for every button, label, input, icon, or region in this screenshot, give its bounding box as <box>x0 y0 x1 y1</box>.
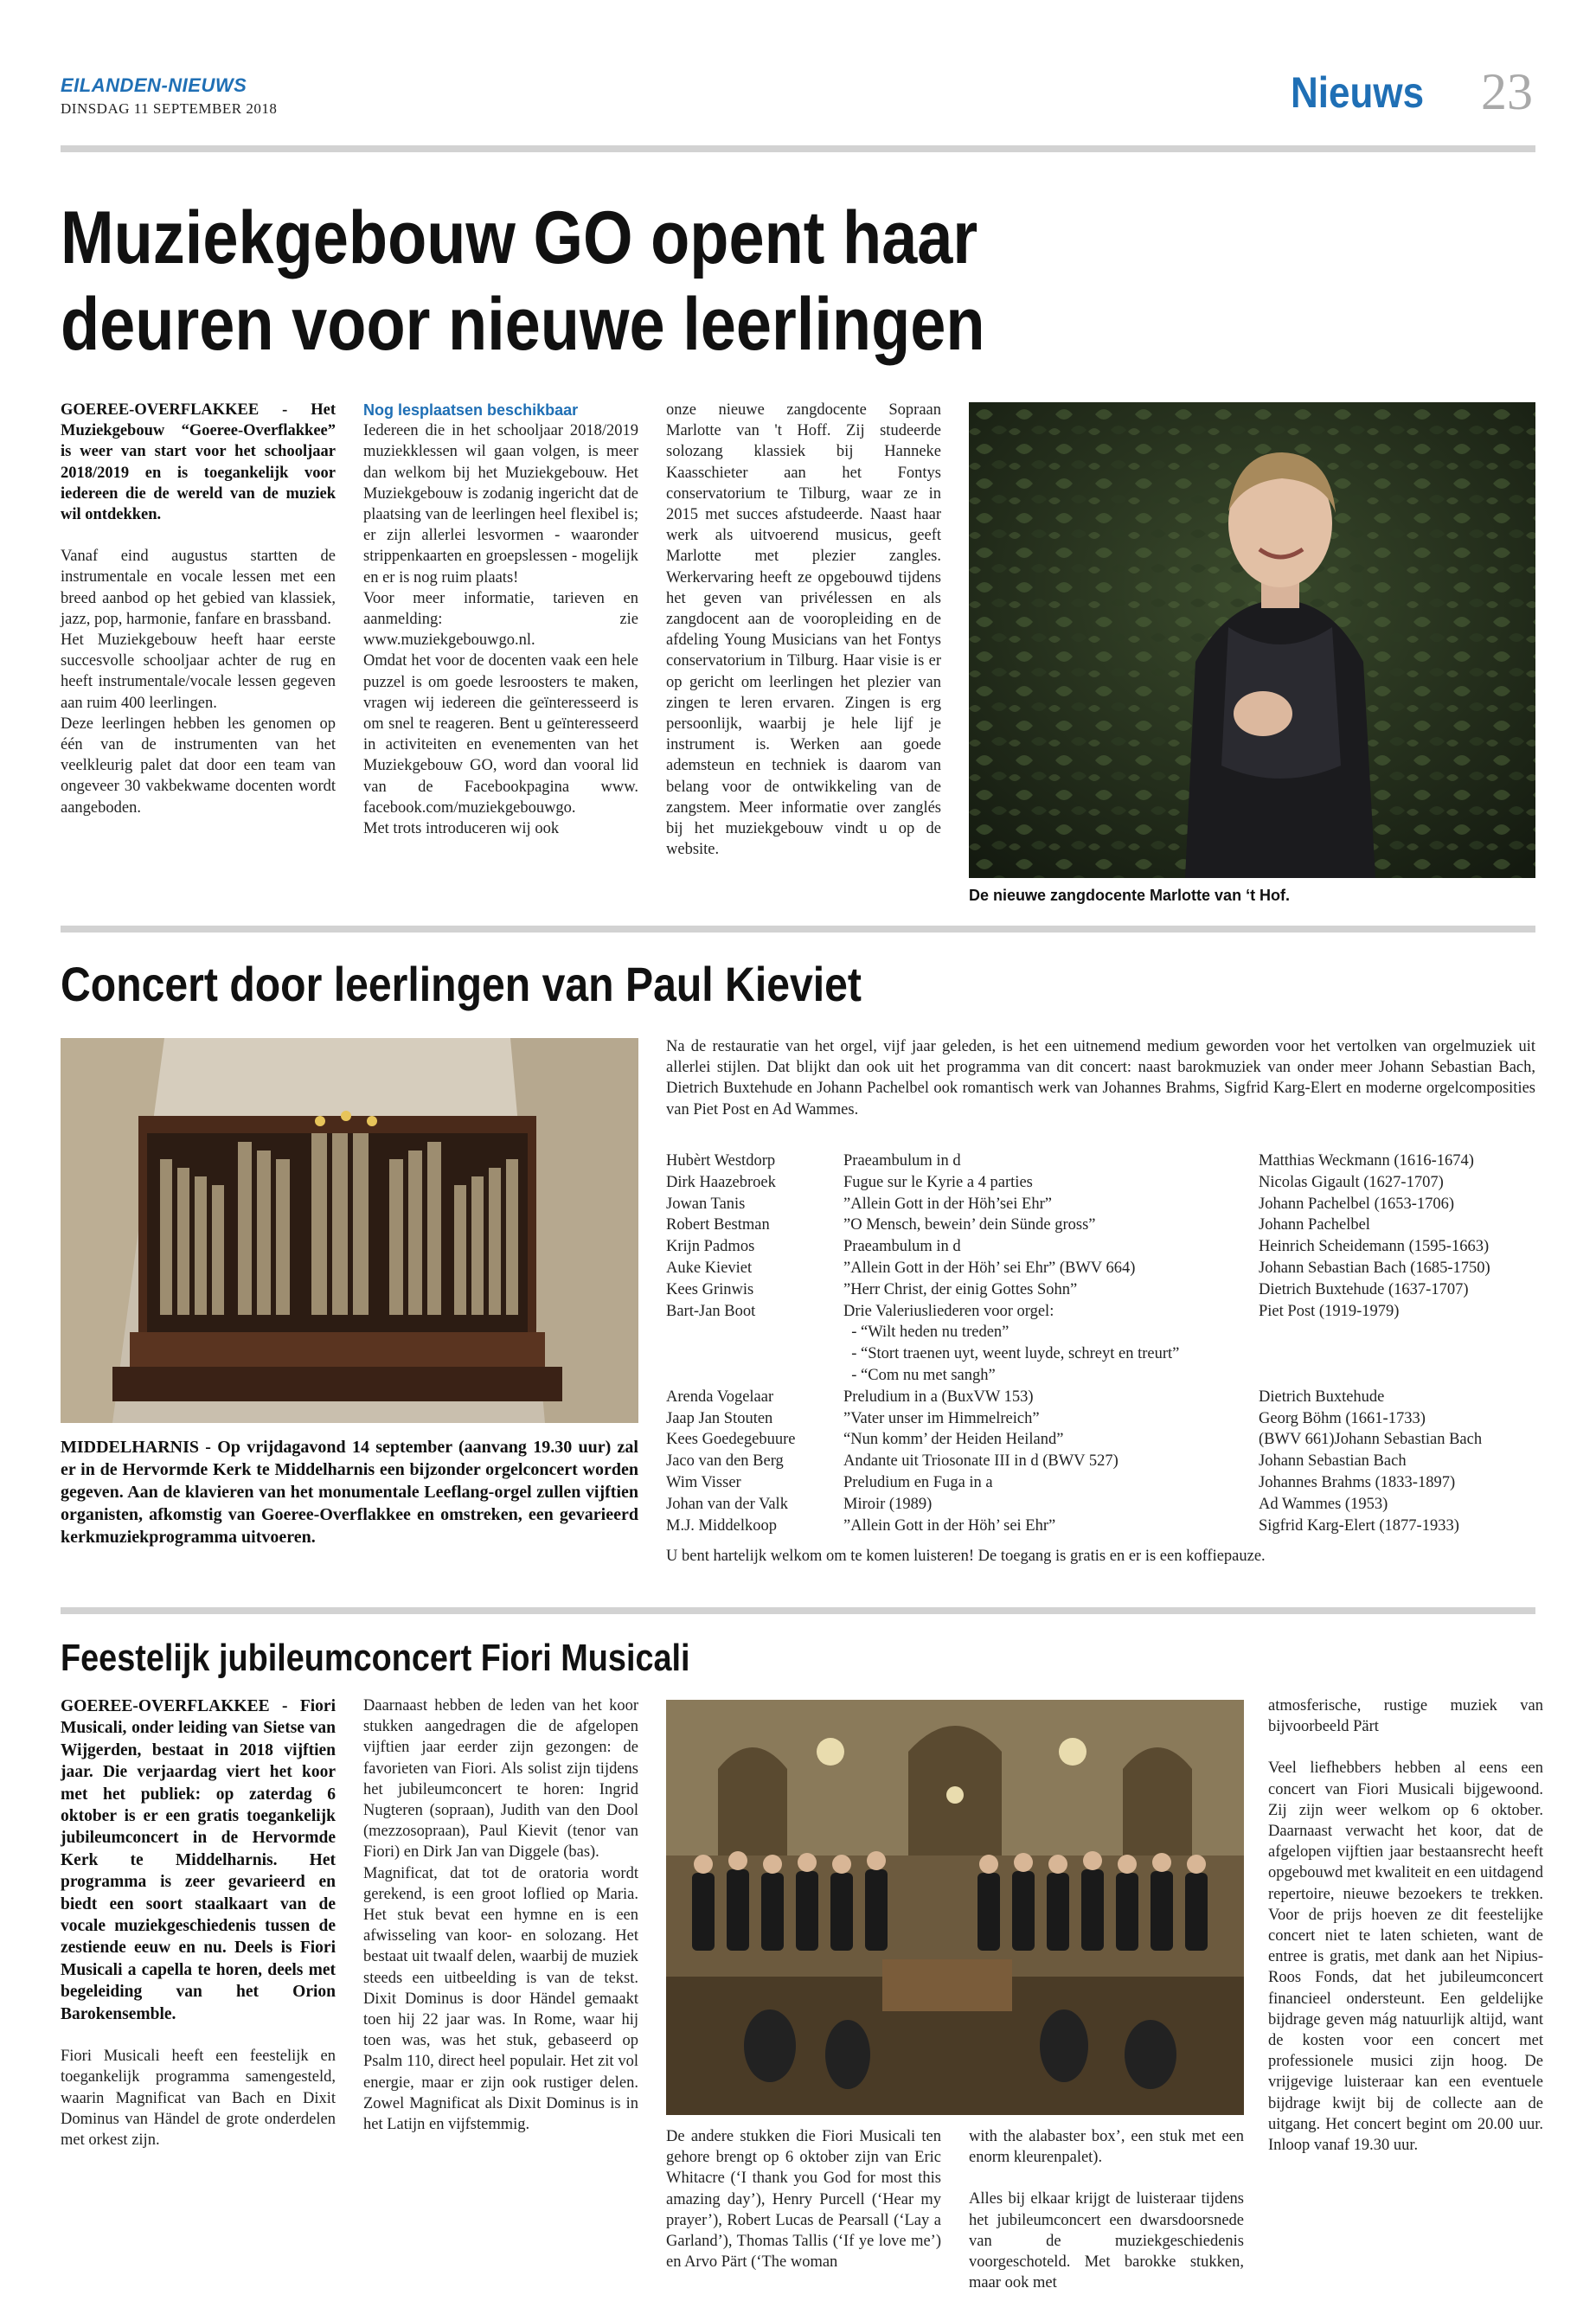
organ-photo-illustration <box>61 1038 638 1423</box>
program-row <box>666 1301 1535 1323</box>
article-1-column-1 <box>61 400 336 818</box>
program-row <box>666 1215 1535 1236</box>
composer: Ad Wammes (1953) <box>1259 1495 1388 1513</box>
program-row <box>666 1194 1535 1215</box>
composer: Nicolas Gigault (1627-1707) <box>1259 1173 1444 1191</box>
performer: Jowan Tanis <box>666 1195 746 1213</box>
paragraph: onze nieuwe zangdocente Sopraan Marlotte van 't Hoff. Zij studeerde solozang klassiek bij Hanneke Kaasschieter aan het Fontys conservatorium te Tilburg, waar ze in 2015 met succes afstudeerde. Naast haar werk als uitvoerend musicus, geeft Marlotte met plezier zangles. Werkervaring heeft ze opgebouwd tijdens het geven van privélessen en als zangdocent aan de vooropleiding en de afdeling Young Musicians van het Fontys conservatorium in Tilburg. Haar visie is er op gericht om leerlingen het plezier van zingen te leren ervaren. Zingen is erg persoonlijk, waarbij je hele lijf je instrument is. Werken aan goede ademsteun en techniek is daarom van belang voor de ontwikkeling van de zangstem. Meer informatie over zanglés bij het muziekgebouw vindt u op de website. <box>666 401 941 859</box>
program-row <box>666 1172 1535 1194</box>
organ-photo <box>61 1038 638 1423</box>
concert-program <box>666 1150 1535 1567</box>
singer-photo <box>969 402 1535 878</box>
article-3-column-3 <box>666 2126 941 2272</box>
paragraph: Voor meer informatie, tarieven en aanmelding: zie www.muziekgebouwgo.nl. <box>363 589 638 650</box>
piece: Preludium in a (BuxVW 153) <box>843 1388 1034 1406</box>
article-1-column-2 <box>363 400 638 839</box>
paragraph: Iedereen die in het schooljaar 2018/2019 muziekklessen wil gaan volgen, is meer dan welkom bij het Muziekgebouw. Het Muziekgebouw is zodanig ingericht dat de plaatsing van de leerlingen heel flexibel is; er zijn allerlei lesvormen - waaronder strippenkaarten en groepslessen - mogelijk en er is nog ruim plaats! <box>363 422 638 586</box>
piece: ”O Mensch, bewein’ dein Sünde gross” <box>843 1216 1096 1234</box>
program-row <box>666 1387 1535 1408</box>
paragraph: Met trots introduceren wij ook <box>363 820 560 838</box>
performer: Robert Bestman <box>666 1216 770 1234</box>
program-row <box>666 1516 1535 1537</box>
paragraph: atmosferische, rustige muziek van bijvoorbeeld Pärt <box>1268 1697 1543 1736</box>
composer: Johann Pachelbel <box>1259 1216 1370 1234</box>
paragraph: De andere stukken die Fiori Musicali ten gehore brengt op 6 oktober zijn van Eric Whitacre (‘I thank you God for most this amazing day’), Henry Purcell (‘Hear my prayer’), Robert Lucas de Pearsall (‘Lay a Garland’), Thomas Tallis (‘If ye love me’) en Arvo Pärt (‘The woman <box>666 2128 941 2272</box>
piece: “Nun komm’ der Heiden Heiland” <box>843 1431 1064 1449</box>
composer: Dietrich Buxtehude <box>1259 1388 1385 1406</box>
performer: Auke Kieviet <box>666 1259 753 1277</box>
performer: Jaap Jan Stouten <box>666 1409 773 1427</box>
piece: Miroir (1989) <box>843 1495 933 1513</box>
piece: - “Com nu met sangh” <box>843 1366 996 1384</box>
paragraph: with the alabaster box’, een stuk met een enorm kleurenpalet). <box>969 2128 1244 2167</box>
performer: Kees Grinwis <box>666 1280 754 1298</box>
composer: Johannes Brahms (1833-1897) <box>1259 1473 1456 1491</box>
paragraph: Alles bij elkaar krijgt de luisteraar tijdens het jubileumconcert een dwarsdoorsnede van de muziekgeschiedenis voorgeschoteld. Met barokke stukken, maar ook met <box>969 2190 1244 2292</box>
paragraph: Magnificat, dat tot de oratoria wordt gerekend, is een groot loflied op Maria. Het stuk bevat een hymne en is een afwisseling van koor- en solozang. Het bestaat uit twaalf delen, waarbij de muziek steeds een uitbeelding is van de tekst. Dixit Dominus is door Händel gemaakt toen hij 22 jaar was. In Rome, waar hij toen was, was het stuk, gebaseerd op Psalm 110, direct heel populair. Het zit vol energie, maar er zijn ook rustiger delen. Zowel Magnificat als Dixit Dominus is in het Latijn en vijfstemmig. <box>363 1864 638 2134</box>
piece: Praeambulum in d <box>843 1238 961 1256</box>
paragraph: Deze leerlingen hebben les genomen op één van de instrumenten van het veelkleurig palet dat door een team van ongeveer 30 vakbekwame docenten wordt aangeboden. <box>61 715 336 817</box>
article-2-headline: Concert door leerlingen van Paul Kieviet <box>61 957 862 1011</box>
article-2-closing: U bent hartelijk welkom om te komen luisteren! De toegang is gratis en er is een koffiepauze. <box>666 1548 1266 1566</box>
page-number: 23 <box>1481 63 1533 120</box>
section-divider <box>61 145 1535 152</box>
singer-photo-illustration <box>969 402 1535 878</box>
composer: Johann Pachelbel (1653-1706) <box>1259 1195 1455 1213</box>
performer: Jaco van den Berg <box>666 1452 784 1471</box>
program-row <box>666 1343 1535 1365</box>
composer <box>1259 1322 1535 1343</box>
performer: Dirk Haazebroek <box>666 1173 776 1191</box>
composer: Johann Sebastian Bach <box>1259 1452 1407 1471</box>
composer <box>1259 1343 1535 1365</box>
performer: Hubèrt Westdorp <box>666 1152 776 1170</box>
composer: Georg Böhm (1661-1733) <box>1259 1409 1426 1427</box>
article-2-intro <box>666 1036 1535 1120</box>
paragraph: Veel liefhebbers hebben al eens een concert van Fiori Musicali bijgewoond. Zij zijn weer welkom op 6 oktober. Daarnaast verwacht het koor, dat de afgelopen vijftien jaar bestaansrecht heeft opgebouwd met kwaliteit en een uitdagend repertoire, nieuwe bezoekers te trekken. Voor de prijs hoeven ze dit feestelijke concert niet te laten schieten, want de entree is gratis, met dank aan het Nipius-Roos Fonds, dat het jubileumconcert financieel ondersteunt. Een geldelijke bijdrage geven mág natuurlijk altijd, want de kosten voor een concert met professionele musici zijn hoog. De vrijgevige luisteraar kan een eventuele bijdrage kwijt bij de collecte aan de uitgang. Het concert begint om 20.00 uur. Inloop vanaf 19.30 uur. <box>1268 1759 1544 2155</box>
program-row <box>666 1236 1535 1258</box>
composer: (BWV 661)Johann Sebastian Bach <box>1259 1431 1483 1449</box>
performer: Kees Goedegebuure <box>666 1431 796 1449</box>
article-3-column-1 <box>61 1695 336 2150</box>
paragraph: Daarnaast hebben de leden van het koor stukken aangedragen die de afgelopen vijftien jaar eerder zijn gezongen: de favorieten van Fiori. Als solist zijn tijdens het jubileumconcert te horen: Ingrid Nugteren (sopraan), Judith van den Dool (mezzosopraan), Paul Kievit (tenor van Fiori) en Dirk Jan van Diggele (bas). <box>363 1697 638 1862</box>
piece: - “Wilt heden nu treden” <box>843 1324 1010 1342</box>
composer: Sigfrid Karg-Elert (1877-1933) <box>1259 1516 1459 1535</box>
program-row <box>666 1150 1535 1172</box>
composer: Heinrich Scheidemann (1595-1663) <box>1259 1238 1490 1256</box>
program-row <box>666 1408 1535 1430</box>
issue-date: DINSDAG 11 SEPTEMBER 2018 <box>61 100 278 117</box>
program-row <box>666 1451 1535 1472</box>
paragraph: Vanaf eind augustus startten de instrumentale en vocale lessen met een breed aanbod op het gebied van klassiek, jazz, pop, harmonie, fanfare en brassband. <box>61 548 336 628</box>
performer: M.J. Middelkoop <box>666 1516 777 1535</box>
composer <box>1259 1365 1535 1387</box>
choir-photo-illustration <box>666 1700 1244 2115</box>
section-label: Nieuws <box>1291 68 1425 117</box>
article-2-lead-column <box>61 1436 638 1548</box>
paragraph: Het Muziekgebouw heeft haar eerste succesvolle schooljaar achter de rug en heeft instrumentale/vocale lessen gegeven aan ruim 400 leerlingen. <box>61 631 336 712</box>
piece: Drie Valeriusliederen voor orgel: <box>843 1302 1054 1320</box>
piece: Fugue sur le Kyrie a 4 parties <box>843 1173 1033 1191</box>
paragraph: Omdat het voor de docenten vaak een hele puzzel is om goede lesroosters te maken, vragen wij iedereen die geïnteresseerd is om snel te reageren. Bent u geïnteresseerd in activiteiten en evenementen van het Muziekgebouw GO, word dan vooral lid van de Facebookpagina www. facebook.com/muziekgebouwgo. <box>363 652 638 817</box>
performer: Johan van der Valk <box>666 1495 788 1513</box>
program-row <box>666 1429 1535 1451</box>
photo-caption: De nieuwe zangdocente Marlotte van ‘t Hof. <box>969 887 1291 904</box>
piece: Praeambulum in d <box>843 1152 961 1170</box>
piece: Preludium en Fuga in a <box>843 1473 993 1491</box>
performer: Krijn Padmos <box>666 1238 755 1256</box>
article-2-lead: MIDDELHARNIS - Op vrijdagavond 14 september (aanvang 19.30 uur) zal er in de Hervormde Kerk te Middelharnis een bijzonder orgelconcert worden gegeven. Aan de klavieren van het monumentale Leeflang-orgel zullen vijftien organisten, afkomstig van Goeree-Overflakkee en omstreken, een gevarieerd kerkmuziekprogramma uitvoeren. <box>61 1438 638 1547</box>
performer <box>666 1365 843 1387</box>
piece: Andante uit Triosonate III in d (BWV 527) <box>843 1452 1118 1471</box>
program-row <box>666 1258 1535 1279</box>
performer <box>666 1322 843 1343</box>
piece: ”Vater unser im Himmelreich” <box>843 1409 1040 1427</box>
program-row <box>666 1494 1535 1516</box>
performer: Bart-Jan Boot <box>666 1302 756 1320</box>
section-divider <box>61 1607 1535 1614</box>
piece: ”Allein Gott in der Höh’ sei Ehr” <box>843 1516 1056 1535</box>
choir-photo <box>666 1700 1244 2115</box>
article-3-column-4 <box>969 2126 1244 2293</box>
program-row <box>666 1472 1535 1494</box>
article-3-column-5 <box>1268 1695 1543 2156</box>
program-row <box>666 1322 1535 1343</box>
article-3-headline: Feestelijk jubileumconcert Fiori Musicali <box>61 1637 690 1679</box>
article-3-column-2 <box>363 1695 638 2135</box>
article-1-subhead: Nog lesplaatsen beschikbaar <box>363 401 579 419</box>
composer: Matthias Weckmann (1616-1674) <box>1259 1152 1474 1170</box>
performer: Wim Visser <box>666 1473 741 1491</box>
composer: Johann Sebastian Bach (1685-1750) <box>1259 1259 1490 1277</box>
piece: ”Herr Christ, der einig Gottes Sohn” <box>843 1280 1078 1298</box>
paragraph: Na de restauratie van het orgel, vijf jaar geleden, is het een uitnemend medium geworden voor het vertolken van orgelmuziek uit allerlei stijlen. Dat blijkt dan ook uit het programma van dit concert: naast barokmuziek van onder meer Johann Sebastian Bach, Dietrich Buxtehude en Johann Pachelbel ook romantisch werk van Johannes Brahms, Sigfrid Karg-Elert en moderne orgelcomposities van Piet Post en Ad Wammes. <box>666 1038 1535 1118</box>
article-1-headline: Muziekgebouw GO opent haar deuren voor nieuwe leerlingen <box>61 196 985 366</box>
piece: - “Stort traenen uyt, weent luyde, schreyt en treurt” <box>843 1345 1180 1363</box>
paragraph: Fiori Musicali heeft een feestelijk en toegankelijk programma samengesteld, waarin Magnificat van Bach en Dixit Dominus van Händel de grote onderdelen met orkest zijn. <box>61 2048 336 2149</box>
composer: Piet Post (1919-1979) <box>1259 1302 1400 1320</box>
article-1-column-3 <box>666 400 941 860</box>
article-3-lead: GOEREE-OVERFLAKKEE - Fiori Musicali, onder leiding van Sietse van Wijgerden, bestaat in 2018 vijftien jaar. Die verjaardag viert het koor met het publiek: op zaterdag 6 oktober is er een gratis toegankelijk jubileumconcert in de Hervormde Kerk te Middelharnis. Het programma is zeer gevarieerd en biedt een soort staalkaart van de vocale muziekgeschiedenis tussen de zestiende eeuw en nu. Deels is Fiori Musicali a capella te horen, deels met begeleiding van het Orion Barokensemble. <box>61 1697 336 2023</box>
composer: Dietrich Buxtehude (1637-1707) <box>1259 1280 1469 1298</box>
program-row <box>666 1279 1535 1301</box>
newspaper-logo: EILANDEN-NIEUWS <box>61 74 247 96</box>
performer <box>666 1343 843 1365</box>
section-divider <box>61 926 1535 933</box>
program-row <box>666 1365 1535 1387</box>
article-1-lead: GOEREE-OVERFLAKKEE - Het Muziekgebouw “Goeree-Overflakkee” is weer van start voor het schooljaar 2018/2019 en is toegankelijk voor iedereen die de wereld van de muziek wil ontdekken. <box>61 401 336 524</box>
piece: ”Allein Gott in der Höh’ sei Ehr” (BWV 664) <box>843 1259 1136 1277</box>
performer: Arenda Vogelaar <box>666 1388 774 1406</box>
piece: ”Allein Gott in der Höh’sei Ehr” <box>843 1195 1052 1213</box>
